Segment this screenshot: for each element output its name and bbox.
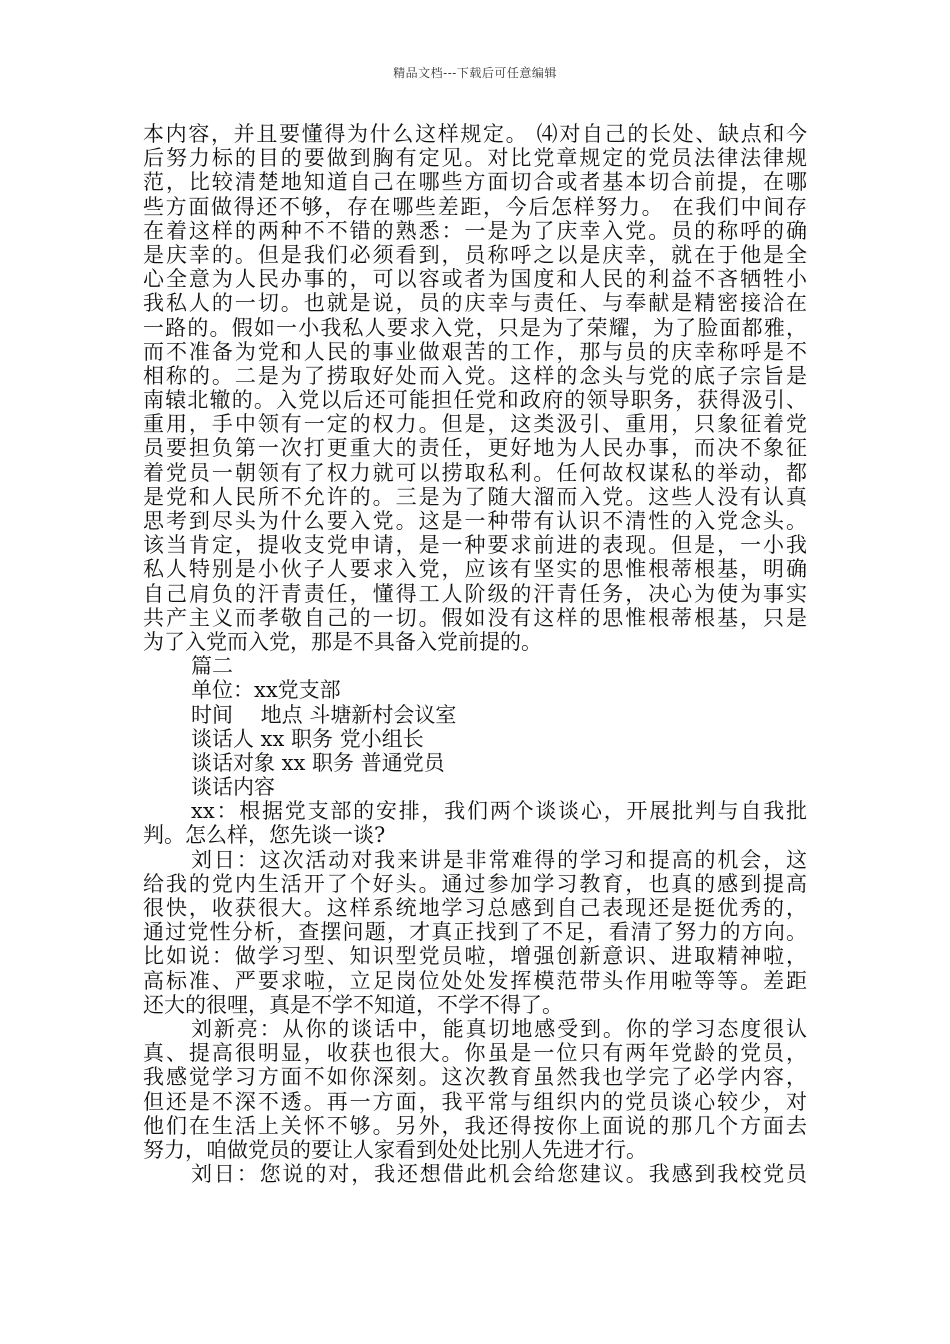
text-line: 后努力标的目的要做到胸有定见。对比党章规定的党员法律法律规 <box>143 146 807 171</box>
text-line: 自己肩负的汗青责任，懂得工人阶级的汗青任务，决心为使为事实 <box>143 581 807 606</box>
text-line: 时间 地点 斗塘新村会议室 <box>191 702 457 727</box>
text-line: 很快，收获很大。这样系统地学习总感到自己表现还是挺优秀的， <box>143 896 807 920</box>
text-line: 判。怎么样，您先谈一谈? <box>143 823 386 848</box>
text-line: 私人特别是小伙子人要求入党，应该有坚实的思惟根蒂根基，明确 <box>143 557 807 582</box>
text-line: 我感觉学习方面不如你深刻。这次教育虽然我也学完了必学内容， <box>143 1065 807 1090</box>
text-line: 为了入党而入党，那是不具备入党前提的。 <box>143 629 542 654</box>
text-line: 共产主义而孝敬自己的一切。假如没有这样的思惟根蒂根基，只是 <box>143 605 807 630</box>
text-line: 在着这样的两种不不错的熟悉：一是为了庆幸入党。员的称呼的确 <box>143 218 807 243</box>
text-line: 高标准、严要求啦，立足岗位处处发挥模范带头作用啦等等。差距 <box>143 968 807 993</box>
text-line: 还大的很哩，真是不学不知道，不学不得了。 <box>143 992 563 1017</box>
text-line: 谈话内容 <box>191 775 275 800</box>
text-line: 着党员一朝领有了权力就可以捞取私利。任何故权谋私的举动，都 <box>143 460 807 485</box>
text-line: 本内容，并且要懂得为什么这样规定。 ⑷对自己的长处、缺点和今 <box>143 122 807 146</box>
page-header: 精品文档---下载后可任意编辑 <box>393 66 557 80</box>
text-line: 而不准备为党和人民的事业做艰苦的工作，那与员的庆幸称呼是不 <box>143 339 807 364</box>
text-line: 刘日：这次活动对我来讲是非常难得的学习和提高的机会，这 <box>191 847 807 872</box>
text-line: 南辕北辙的。入党以后还可能担任党和政府的领导职务，获得汲引、 <box>143 388 807 413</box>
text-line: 是庆幸的。但是我们必须看到，员称呼之以是庆幸，就在于他是全 <box>143 242 807 267</box>
text-line: 谈话人 xx 职务 党小组长 <box>191 726 424 751</box>
text-line: 单位：xx党支部 <box>191 678 341 703</box>
text-line: 篇二 <box>191 654 233 679</box>
text-line: 真、提高很明显，收获也很大。你虽是一位只有两年党龄的党员， <box>143 1041 807 1066</box>
text-line: 通过党性分析，查摆问题，才真正找到了不足，看清了努力的方向。 <box>143 920 807 945</box>
text-line: 相称的。二是为了捞取好处而入党。这样的念头与党的底子宗旨是 <box>143 363 807 388</box>
text-line: 给我的党内生活开了个好头。通过参加学习教育，也真的感到提高 <box>143 871 807 896</box>
text-line: 努力，咱做党员的要让人家看到处处比别人先进才行。 <box>143 1137 647 1162</box>
text-line: 员要担负第一次打更重大的责任，更好地为人民办事，而决不象征 <box>143 436 807 461</box>
document-body <box>143 122 807 1186</box>
text-line: 些方面做得还不够，存在哪些差距，今后怎样努力。 在我们中间存 <box>143 194 807 219</box>
text-line: 刘新亮：从你的谈话中，能真切地感受到。你的学习态度很认 <box>191 1016 807 1041</box>
text-line: 心全意为人民办事的，可以容或者为国度和人民的利益不吝牺牲小 <box>143 267 807 292</box>
text-line: 谈话对象 xx 职务 普通党员 <box>191 750 445 775</box>
text-line: 我私人的一切。也就是说，员的庆幸与责任、与奉献是精密接洽在 <box>143 291 807 316</box>
text-line: 一路的。假如一小我私人要求入党，只是为了荣耀，为了脸面都雅， <box>143 315 807 340</box>
text-line: 比如说：做学习型、知识型党员啦，增强创新意识、进取精神啦， <box>143 944 807 969</box>
text-line: 他们在生活上关怀不够。另外，我还得按你上面说的那几个方面去 <box>143 1113 807 1138</box>
text-line: 范，比较清楚地知道自己在哪些方面切合或者基本切合前提，在哪 <box>143 170 807 195</box>
text-line: 重用，手中领有一定的权力。但是，这类汲引、重用，只象征着党 <box>143 412 807 437</box>
text-line: 但还是不深不透。再一方面，我平常与组织内的党员谈心较少，对 <box>143 1089 807 1114</box>
text-line: 刘日：您说的对，我还想借此机会给您建议。我感到我校党员 <box>191 1162 807 1187</box>
text-line: 思考到尽头为什么要入党。这是一种带有认识不清性的入党念头。 <box>143 509 807 533</box>
text-line: 是党和人民所不允许的。三是为了随大溜而入党。这些人没有认真 <box>143 484 807 509</box>
text-line: xx：根据党支部的安排，我们两个谈谈心，开展批判与自我批 <box>191 799 807 824</box>
text-line: 该当肯定，提收支党申请，是一种要求前进的表现。但是，一小我 <box>143 533 807 558</box>
